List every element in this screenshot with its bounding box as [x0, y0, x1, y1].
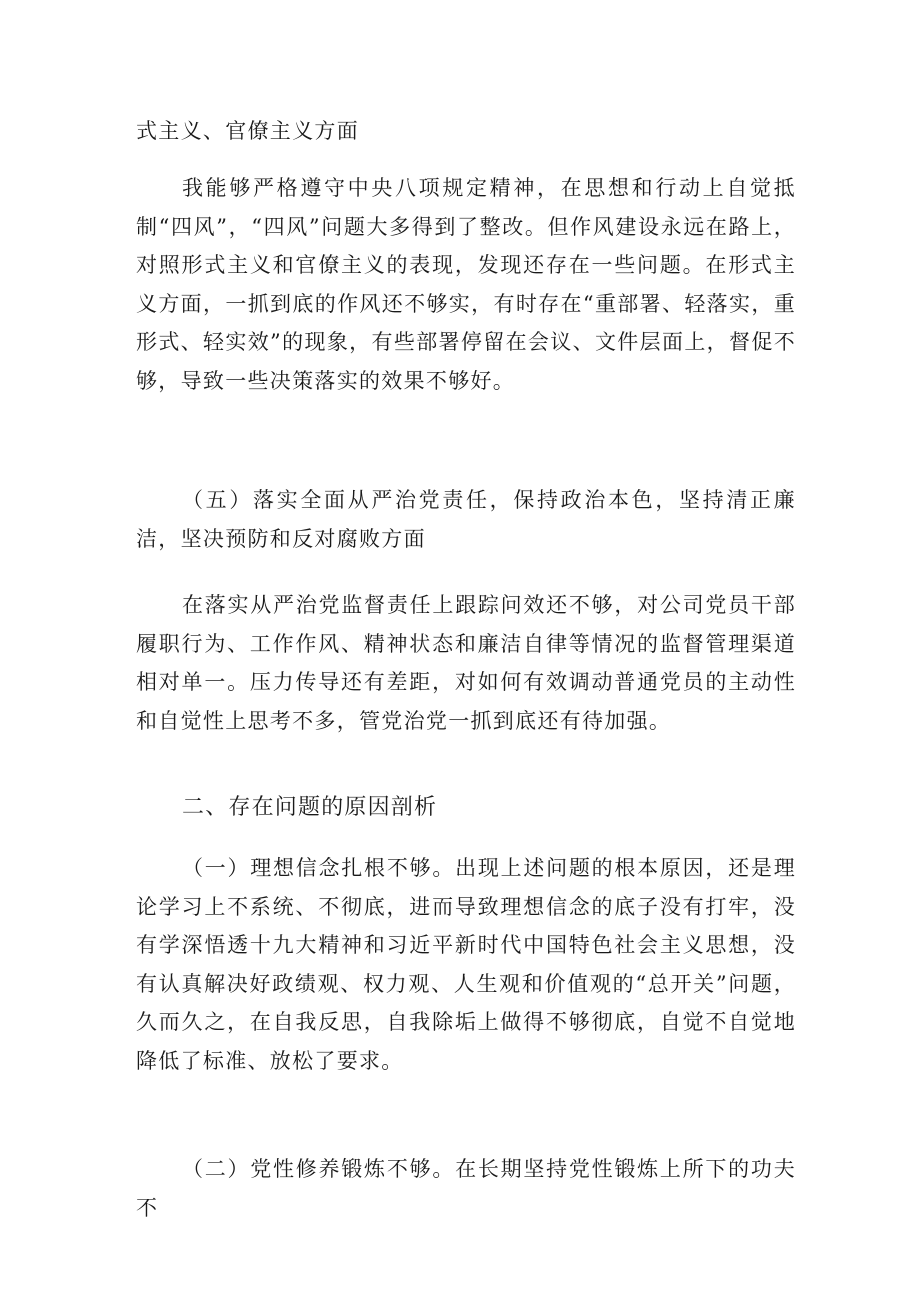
paragraph-ideals: （一）理想信念扎根不够。出现上述问题的根本原因，还是理论学习上不系统、不彻底，进而导致理想信念的底子没有打牢，没有学深悟透十九大精神和习近平新时代中国特色社会主义思想，没有认真解决好政绩观、权力观、人生观和价值观的“总开关”问题，久而久之，在自我反思，自我除垢上做得不够彻底，自觉不自觉地降低了标准、放松了要求。	[136, 856, 796, 1073]
paragraph-four-winds: 我能够严格遵守中央八项规定精神，在思想和行动上自觉抵制“四风”，“四风”问题大多得到了整改。但作风建设永远在路上，对照形式主义和官僚主义的表现，发现还存在一些问题。在形式主义方面，一抓到底的作风还不够实，有时存在“重部署、轻落实，重形式、轻实效”的现象，有些部署停留在会议、文件层面上，督促不够，导致一些决策落实的效果不够好。	[136, 176, 796, 393]
section-heading-five: （五）落实全面从严治党责任，保持政治本色，坚持清正廉洁，坚决预防和反对腐败方面	[136, 488, 796, 551]
paragraph-party-spirit: （二）党性修养锻炼不够。在长期坚持党性锻炼上所下的功夫不	[136, 1157, 796, 1220]
paragraph-supervision: 在落实从严治党监督责任上跟踪问效还不够，对公司党员干部履职行为、工作作风、精神状态和廉洁自律等情况的监督管理渠道相对单一。压力传导还有差距，对如何有效调动普通党员的主动性和自觉性上思考不多，管党治党一抓到底还有待加强。	[136, 593, 796, 733]
section-heading-causes: 二、存在问题的原因剖析	[182, 795, 438, 820]
paragraph-continuation: 式主义、官僚主义方面	[136, 119, 359, 143]
